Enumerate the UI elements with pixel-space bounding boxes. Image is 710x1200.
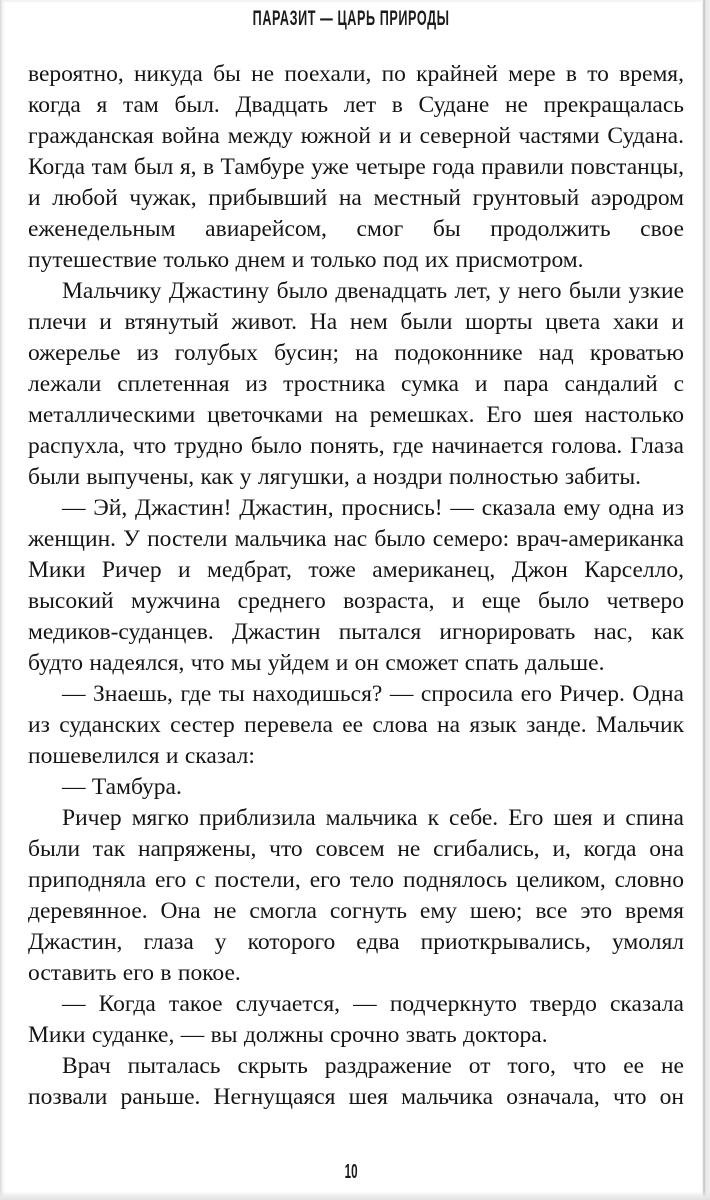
paragraph: Врач пыталась скрыть раздражение от того, что ее не позвали раньше. Негнущаяся шея мальчика означала, что он — [28, 1053, 684, 1110]
paragraph: Ричер мягко приблизила мальчика к себе. Его шея и спина были так напряжены, что совсем не сгибались, и, когда она приподняла его с постели, его тело поднялось целиком, словно деревянное. Она не смогла согнуть ему шею; все это время Джастин, глаза у которого едва приоткрывались, умолял оставить его в покое. — [28, 805, 684, 986]
page-edge-top — [0, 0, 710, 2]
page-body-text — [28, 59, 684, 1113]
paragraph: Мальчику Джастину было двенадцать лет, у него были узкие плечи и втянутый живот. На нем были шорты цвета хаки и ожерелье из голубых бусин; на подоконнике над кроватью лежали сплетенная из тростника сумка и пара сандалий с металлическими цветочками на ремешках. Его шея настолько распухла, что трудно было понять, где начинается голова. Глаза были выпучены, как у лягушки, а ноздри полностью забиты. — [28, 278, 684, 490]
paragraph: — Эй, Джастин! Джастин, проснись! — сказала ему одна из женщин. У постели мальчика нас было семеро: врач-американка Мики Ричер и медбрат, тоже американец, Джон Карселло, высокий мужчина среднего возраста, и еще было четверо медиков-суданцев. Джастин пытался игнорировать нас, как будто надеялся, что мы уйдем и он сможет спать дальше. — [28, 495, 684, 676]
paragraph: вероятно, никуда бы не поехали, по крайней мере в то время, когда я там был. Двадцать лет в Судане не прекращалась гражданская война между южной и и северной частями Судана. Когда там был я, в Тамбуре уже четыре года правили повстанцы, и любой чужак, прибывший на местный грунтовый аэродром еженедельным авиарейсом, смог бы продолжить свое путешествие только днем и только под их присмотром. — [28, 61, 684, 273]
paragraph: — Когда такое случается, — подчеркнуто твердо сказала Мики суданке, — вы должны срочно звать доктора. — [28, 991, 684, 1048]
page-edge-bottom — [0, 1191, 710, 1200]
paragraph: — Знаешь, где ты находишься? — спросила его Ричер. Одна из суданских сестер перевела ее слова на язык занде. Мальчик пошевелился и сказал: — [28, 681, 684, 769]
page-number: 10 — [344, 1161, 358, 1183]
page-number-container — [0, 1161, 702, 1184]
paragraph: — Тамбура. — [62, 774, 182, 800]
page-edge-right — [701, 0, 710, 1200]
running-header-title: ПАРАЗИТ — ЦАРЬ ПРИРОДЫ — [252, 7, 450, 30]
page-edge-left — [0, 0, 5, 1200]
running-header — [0, 7, 702, 31]
